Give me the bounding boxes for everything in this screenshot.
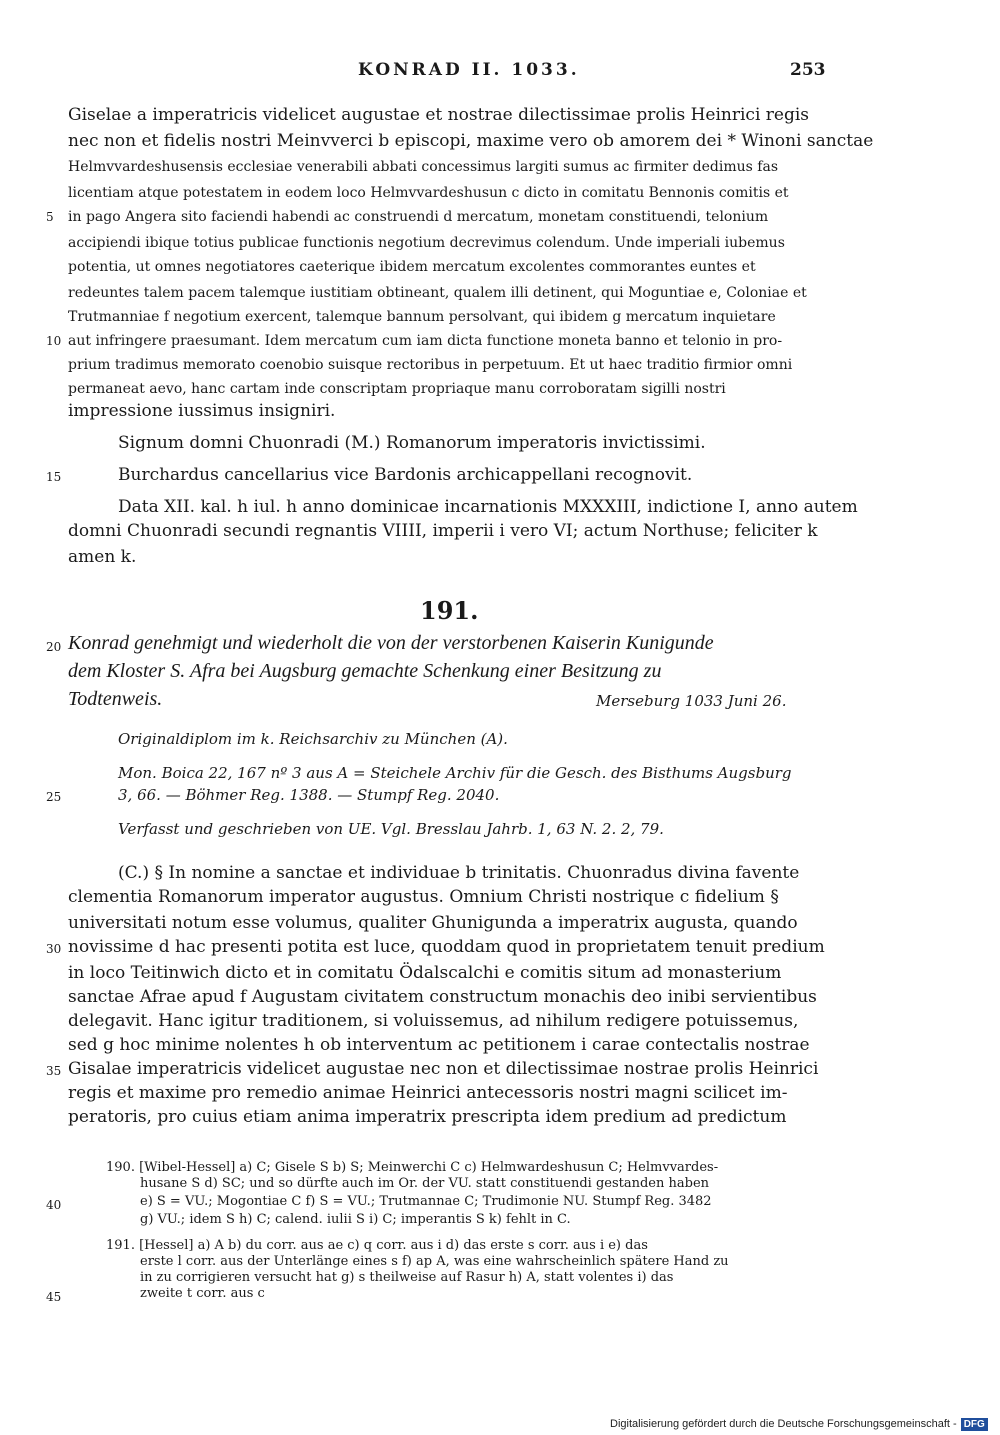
footnote-line: g) VU.; idem S h) C; calend. iulii S i) C; imperantis S k) fehlt in C. [140,1212,571,1227]
text-line: redeuntes talem pacem talemque iustitiam obtineant, qualem illi detinent, qui Moguntiae e, Coloniae et [68,285,807,301]
signum-line: Signum domni Chuonradi (M.) Romanorum imperatoris invictissimi. [118,433,706,453]
line-number: 40 [46,1198,62,1212]
line-number: 20 [46,640,62,654]
source-line: Verfasst und geschrieben von UE. Vgl. Bresslau Jahrb. 1, 63 N. 2. 2, 79. [118,820,664,838]
dfg-logo: DFG [961,1418,988,1431]
text-line: Giselae a imperatricis videlicet augustae et nostrae dilectissimae prolis Heinrici regis [68,105,810,125]
footnote-line: e) S = VU.; Mogontiae C f) S = VU.; Trutmannae C; Trudimonie NU. Stumpf Reg. 3482 [140,1194,712,1209]
footnote-line: 191. [Hessel] a) A b) du corr. aus ae c) q corr. aus i d) das erste s corr. aus i e) das [106,1238,648,1253]
place-date: Merseburg 1033 Juni 26. [596,692,787,710]
text-line: clementia Romanorum imperator augustus. Omnium Christi nostrique c fidelium § [68,887,779,907]
text-line: sed g hoc minime nolentes h ob interventum ac petitionem i carae contectalis nostrae [68,1035,810,1055]
line-number: 5 [46,210,54,224]
line-number: 45 [46,1290,62,1304]
rubric-line: Todtenweis. [68,688,163,710]
text-line: licentiam atque potestatem in eodem loco Helmvvardeshusun c dicto in comitatu Bennonis comitis et [68,185,789,201]
footnote-line: zweite t corr. aus c [140,1286,265,1301]
text-line: potentia, ut omnes negotiatores caeterique ibidem mercatum excolentes commorantes euntes et [68,259,756,275]
running-header-title: KONRAD II. 1033. [358,60,580,80]
text-line: prium tradimus memorato coenobio suisque rectoribus in perpetuum. Et ut haec traditio firmior omni [68,357,793,373]
line-number: 10 [46,334,62,348]
footer-text: Digitalisierung gefördert durch die Deutsche Forschungsgemeinschaft - [610,1418,957,1430]
text-line: regis et maxime pro remedio animae Heinrici antecessoris nostri magni scilicet im- [68,1083,788,1103]
footnote-line: 190. [Wibel-Hessel] a) C; Gisele S b) S; Meinwerchi C c) Helmwardeshusun C; Helmvvardes- [106,1160,719,1175]
text-line: accipiendi ibique totius publicae functionis negotium decrevimus colendum. Unde imperiali iubemus [68,235,785,251]
text-line: sanctae Afrae apud f Augustam civitatem constructum monachis deo inibi servientibus [68,987,817,1007]
recognition-line: Burchardus cancellarius vice Bardonis archicappellani recognovit. [118,465,693,485]
document-number: 191. [420,596,479,625]
source-line: Mon. Boica 22, 167 nº 3 aus A = Steichele Archiv für die Gesch. des Bisthums Augsburg [118,764,792,782]
dating-line: domni Chuonradi secundi regnantis VIIII, imperii i vero VI; actum Northuse; feliciter k [68,521,818,541]
line-number: 35 [46,1064,62,1078]
page-number: 253 [790,60,826,80]
line-number: 15 [46,470,62,484]
line-number: 30 [46,942,62,956]
footer-credit [610,1418,988,1431]
line-number: 25 [46,790,62,804]
text-line: novissime d hac presenti potita est luce, quoddam quod in proprietatem tenuit predium [68,937,825,957]
dating-line: amen k. [68,547,137,567]
rubric-line: Konrad genehmigt und wiederholt die von der verstorbenen Kaiserin Kunigunde [68,632,714,654]
text-line: Gisalae imperatricis videlicet augustae nec non et dilectissimae nostrae prolis Heinrici [68,1059,819,1079]
text-line: universitati notum esse volumus, qualiter Ghunigunda a imperatrix augusta, quando [68,913,798,933]
text-line: impressione iussimus insigniri. [68,401,336,421]
rubric-line: dem Kloster S. Afra bei Augsburg gemachte Schenkung einer Besitzung zu [68,660,662,682]
text-line: in pago Angera sito faciendi habendi ac construendi d mercatum, monetam constituendi, telonium [68,209,769,225]
dating-line: Data XII. kal. h iul. h anno dominicae incarnationis MXXXIII, indictione I, anno autem [118,497,858,517]
footnote-line: husane S d) SC; und so dürfte auch im Or. der VU. statt constituendi gestanden haben [140,1176,710,1191]
source-line: Originaldiplom im k. Reichsarchiv zu München (A). [118,730,508,748]
text-line: delegavit. Hanc igitur traditionem, si voluissemus, ad nihilum redigere potuissemus, [68,1011,799,1031]
text-line: aut infringere praesumant. Idem mercatum cum iam dicta functione moneta banno et telonio in pro- [68,333,783,349]
text-line: (C.) § In nomine a sanctae et individuae b trinitatis. Chuonradus divina favente [118,863,800,883]
footnote-line: in zu corrigieren versucht hat g) s theilweise auf Rasur h) A, statt volentes i) das [140,1270,674,1285]
text-line: permaneat aevo, hanc cartam inde conscriptam propriaque manu corroboratam sigilli nostri [68,381,726,397]
text-line: Trutmanniae f negotium exercent, talemque bannum persolvant, qui ibidem g mercatum inquietare [68,309,776,325]
footnote-line: erste l corr. aus der Unterlänge eines s f) ap A, was eine wahrscheinlich spätere Hand zu [140,1254,729,1269]
text-line: peratoris, pro cuius etiam anima imperatrix prescripta idem predium ad predictum [68,1107,787,1127]
text-line: Helmvvardeshusensis ecclesiae venerabili abbati concessimus largiti sumus ac firmiter dedimus fas [68,159,779,175]
text-line: nec non et fidelis nostri Meinvverci b episcopi, maxime vero ob amorem dei * Winoni sanctae [68,131,874,151]
text-line: in loco Teitinwich dicto et in comitatu Ödalscalchi e comitis situm ad monasterium [68,963,782,983]
source-line: 3, 66. — Böhmer Reg. 1388. — Stumpf Reg. 2040. [118,786,500,804]
